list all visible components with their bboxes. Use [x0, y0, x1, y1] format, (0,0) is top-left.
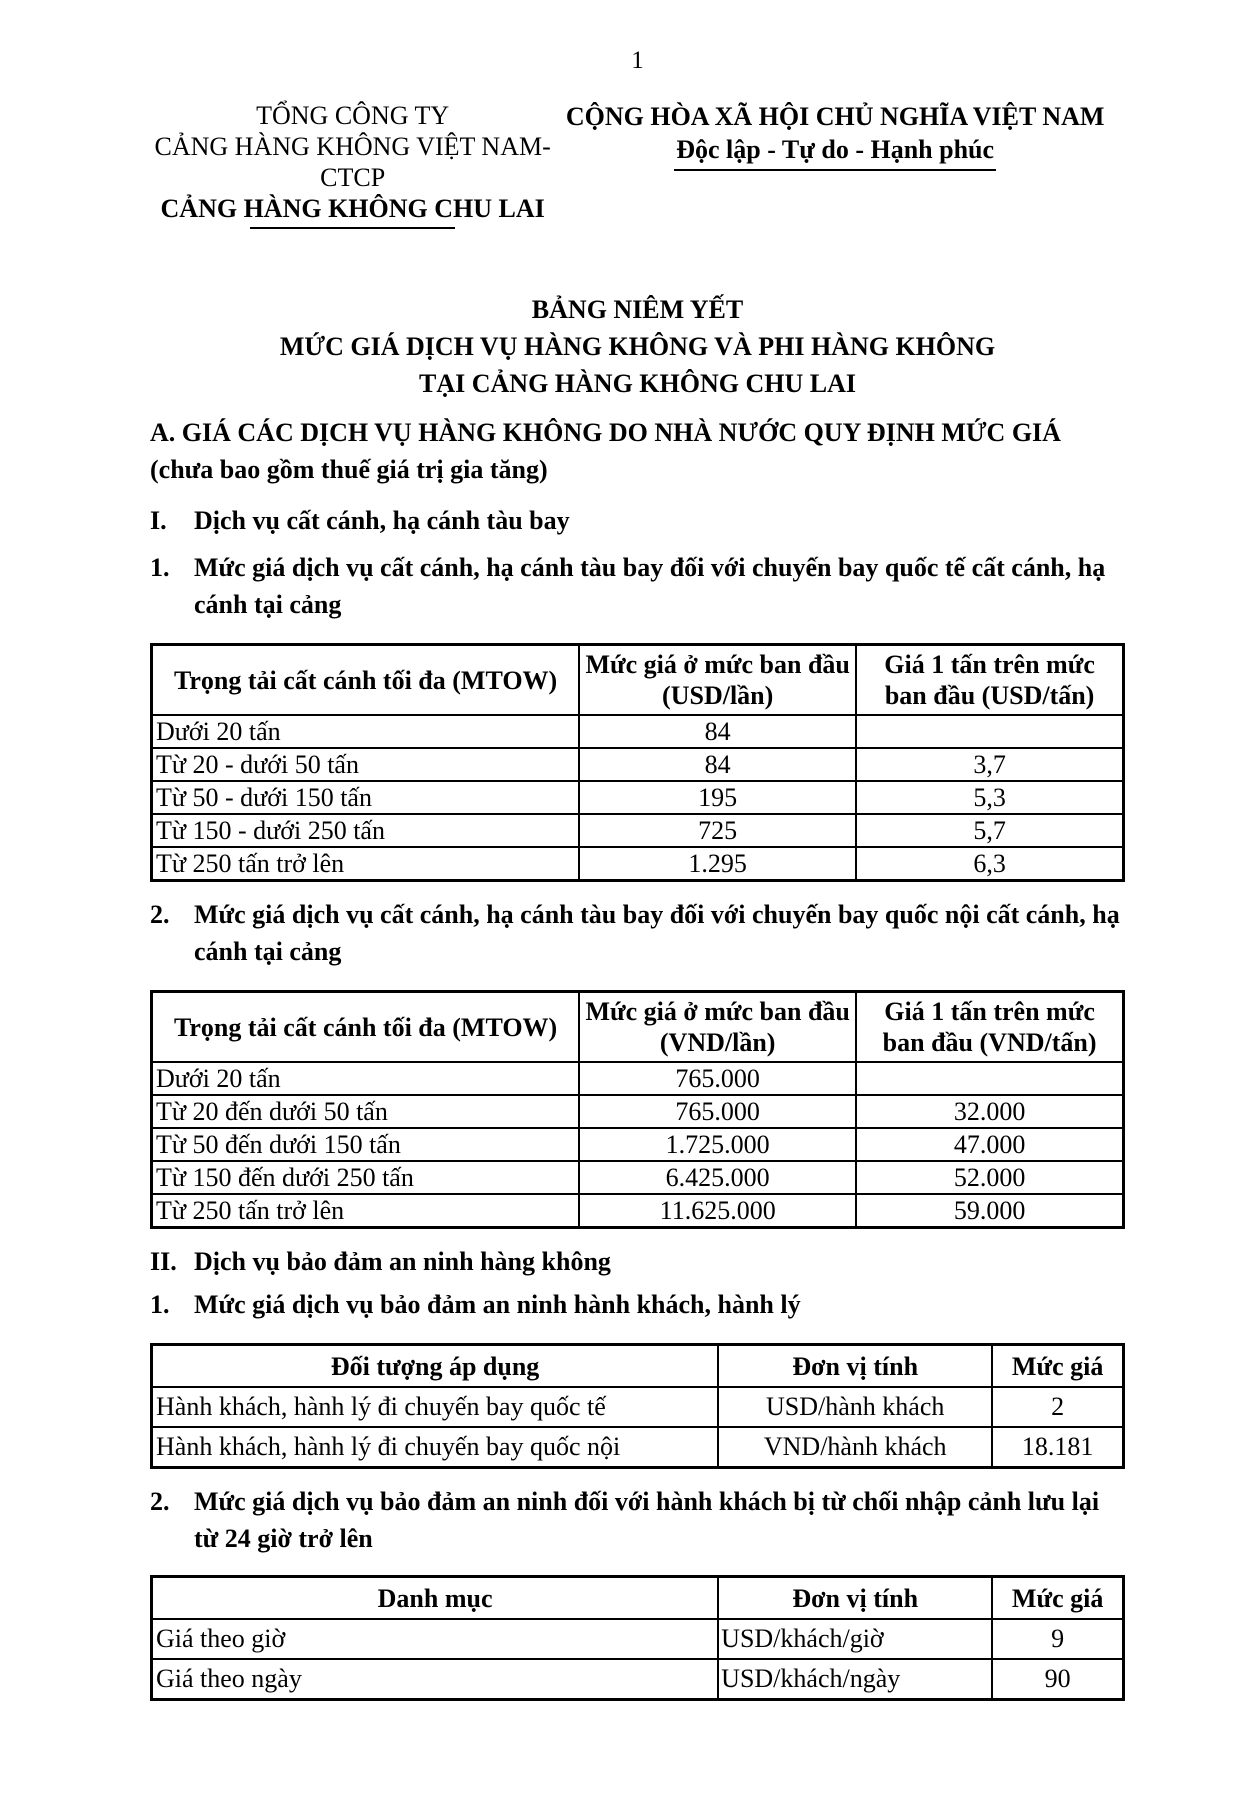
section-ii-title: Dịch vụ bảo đảm an ninh hàng không — [194, 1247, 611, 1276]
cell-base-price: 84 — [579, 715, 856, 748]
cell-unit: USD/khách/giờ — [718, 1619, 992, 1659]
header-left-block — [150, 100, 555, 229]
column-header: Mức giá — [992, 1577, 1123, 1620]
table-row — [152, 1194, 1124, 1228]
cell-per-ton-price — [856, 715, 1123, 748]
cell-mtow-range: Từ 20 đến dưới 50 tấn — [152, 1095, 580, 1128]
section-a-block — [150, 414, 1125, 488]
cell-base-price: 84 — [579, 748, 856, 781]
cell-per-ton-price: 5,3 — [856, 781, 1123, 814]
mtow-international-table — [150, 643, 1125, 882]
cell-per-ton-price: 5,7 — [856, 814, 1123, 847]
column-header: Giá 1 tấn trên mức ban đầu (USD/tấn) — [856, 645, 1123, 716]
document-header — [150, 100, 1125, 229]
column-header: Giá 1 tấn trên mức ban đầu (VND/tấn) — [856, 992, 1123, 1063]
table-header-row — [152, 1345, 1124, 1388]
security-passenger-table — [150, 1343, 1125, 1469]
table-row — [152, 814, 1124, 847]
cell-mtow-range: Từ 50 đến dưới 150 tấn — [152, 1128, 580, 1161]
table-row — [152, 1128, 1124, 1161]
cell-price: 2 — [992, 1387, 1123, 1427]
cell-base-price: 6.425.000 — [579, 1161, 856, 1194]
section-i-title: Dịch vụ cất cánh, hạ cánh tàu bay — [194, 506, 570, 535]
cell-mtow-range: Từ 150 đến dưới 250 tấn — [152, 1161, 580, 1194]
cell-price: 18.181 — [992, 1427, 1123, 1468]
header-left-rule — [250, 227, 455, 229]
item-ii-2-heading — [150, 1483, 1125, 1557]
cell-mtow-range: Từ 20 - dưới 50 tấn — [152, 748, 580, 781]
column-header: Trọng tải cất cánh tối đa (MTOW) — [152, 992, 580, 1063]
cell-base-price: 1.295 — [579, 847, 856, 881]
table-row — [152, 781, 1124, 814]
item-i-1-heading — [150, 549, 1125, 623]
section-i-number: I. — [150, 506, 167, 535]
cell-price: 90 — [992, 1659, 1123, 1700]
title-line-3: TẠI CẢNG HÀNG KHÔNG CHU LAI — [419, 369, 856, 398]
cell-per-ton-price: 52.000 — [856, 1161, 1123, 1194]
item-i-2-text: Mức giá dịch vụ cất cánh, hạ cánh tàu bay đối với chuyến bay quốc nội cất cánh, hạ cánh tại cảng — [194, 900, 1120, 966]
section-i-heading — [150, 502, 1125, 539]
table-row — [152, 1387, 1124, 1427]
column-header: Mức giá ở mức ban đầu (VND/lần) — [579, 992, 856, 1063]
item-i-2-number: 2. — [150, 900, 170, 929]
cell-per-ton-price — [856, 1062, 1123, 1095]
national-motto-line2: Độc lập - Tự do - Hạnh phúc — [674, 133, 996, 171]
title-line-2: MỨC GIÁ DỊCH VỤ HÀNG KHÔNG VÀ PHI HÀNG KHÔNG — [279, 332, 996, 361]
table-row — [152, 1062, 1124, 1095]
section-a-heading: A. GIÁ CÁC DỊCH VỤ HÀNG KHÔNG DO NHÀ NƯỚC QUY ĐỊNH MỨC GIÁ — [150, 418, 1061, 447]
cell-subject: Hành khách, hành lý đi chuyến bay quốc nội — [152, 1427, 719, 1468]
mtow-domestic-table — [150, 990, 1125, 1229]
cell-subject: Hành khách, hành lý đi chuyến bay quốc tế — [152, 1387, 719, 1427]
table-row — [152, 715, 1124, 748]
cell-unit: USD/hành khách — [718, 1387, 992, 1427]
cell-category: Giá theo giờ — [152, 1619, 719, 1659]
item-ii-1-heading — [150, 1286, 1125, 1323]
cell-category: Giá theo ngày — [152, 1659, 719, 1700]
header-right-block — [555, 100, 1125, 229]
cell-per-ton-price: 32.000 — [856, 1095, 1123, 1128]
document-page — [0, 46, 1241, 1701]
item-ii-2-text: Mức giá dịch vụ bảo đảm an ninh đối với hành khách bị từ chối nhập cảnh lưu lại từ 24 giờ trở lên — [194, 1487, 1100, 1553]
cell-base-price: 195 — [579, 781, 856, 814]
column-header: Mức giá ở mức ban đầu (USD/lần) — [579, 645, 856, 716]
cell-price: 9 — [992, 1619, 1123, 1659]
table-row — [152, 847, 1124, 881]
table-row — [152, 1161, 1124, 1194]
cell-mtow-range: Từ 150 - dưới 250 tấn — [152, 814, 580, 847]
column-header: Đơn vị tính — [718, 1345, 992, 1388]
cell-per-ton-price: 6,3 — [856, 847, 1123, 881]
section-a-note: (chưa bao gồm thuế giá trị gia tăng) — [150, 455, 548, 484]
cell-base-price: 765.000 — [579, 1095, 856, 1128]
item-ii-1-text: Mức giá dịch vụ bảo đảm an ninh hành khách, hành lý — [194, 1290, 801, 1319]
cell-base-price: 725 — [579, 814, 856, 847]
table-header-row — [152, 992, 1124, 1063]
national-motto-line1: CỘNG HÒA XÃ HỘI CHỦ NGHĨA VIỆT NAM — [565, 102, 1105, 131]
table-row — [152, 1095, 1124, 1128]
column-header: Đơn vị tính — [718, 1577, 992, 1620]
table-header-row — [152, 645, 1124, 716]
security-refused-entry-table — [150, 1575, 1125, 1701]
column-header: Đối tượng áp dụng — [152, 1345, 719, 1388]
section-ii-number: II. — [150, 1247, 177, 1276]
cell-per-ton-price: 3,7 — [856, 748, 1123, 781]
item-ii-1-number: 1. — [150, 1290, 170, 1319]
table-row — [152, 748, 1124, 781]
section-ii-heading — [150, 1243, 1125, 1280]
cell-mtow-range: Từ 50 - dưới 150 tấn — [152, 781, 580, 814]
cell-base-price: 765.000 — [579, 1062, 856, 1095]
item-i-2-heading — [150, 896, 1125, 970]
cell-base-price: 11.625.000 — [579, 1194, 856, 1228]
column-header: Mức giá — [992, 1345, 1123, 1388]
org-airport-name: CẢNG HÀNG KHÔNG CHU LAI — [160, 194, 545, 223]
cell-mtow-range: Dưới 20 tấn — [152, 715, 580, 748]
item-i-1-text: Mức giá dịch vụ cất cánh, hạ cánh tàu bay đối với chuyến bay quốc tế cất cánh, hạ cánh tại cảng — [194, 553, 1106, 619]
cell-mtow-range: Từ 250 tấn trở lên — [152, 847, 580, 881]
cell-base-price: 1.725.000 — [579, 1128, 856, 1161]
page-number: 1 — [631, 47, 644, 74]
table-row — [152, 1659, 1124, 1700]
table-row — [152, 1427, 1124, 1468]
cell-unit: USD/khách/ngày — [718, 1659, 992, 1700]
cell-mtow-range: Dưới 20 tấn — [152, 1062, 580, 1095]
org-parent-company: TỔNG CÔNG TY — [256, 101, 450, 130]
table-header-row — [152, 1577, 1124, 1620]
column-header: Trọng tải cất cánh tối đa (MTOW) — [152, 645, 580, 716]
column-header: Danh mục — [152, 1577, 719, 1620]
cell-per-ton-price: 59.000 — [856, 1194, 1123, 1228]
table-row — [152, 1619, 1124, 1659]
item-ii-2-number: 2. — [150, 1487, 170, 1516]
cell-unit: VND/hành khách — [718, 1427, 992, 1468]
title-line-1: BẢNG NIÊM YẾT — [531, 295, 744, 324]
cell-per-ton-price: 47.000 — [856, 1128, 1123, 1161]
document-title — [150, 291, 1125, 402]
org-corporation: CẢNG HÀNG KHÔNG VIỆT NAM-CTCP — [154, 132, 551, 192]
cell-mtow-range: Từ 250 tấn trở lên — [152, 1194, 580, 1228]
item-i-1-number: 1. — [150, 553, 170, 582]
